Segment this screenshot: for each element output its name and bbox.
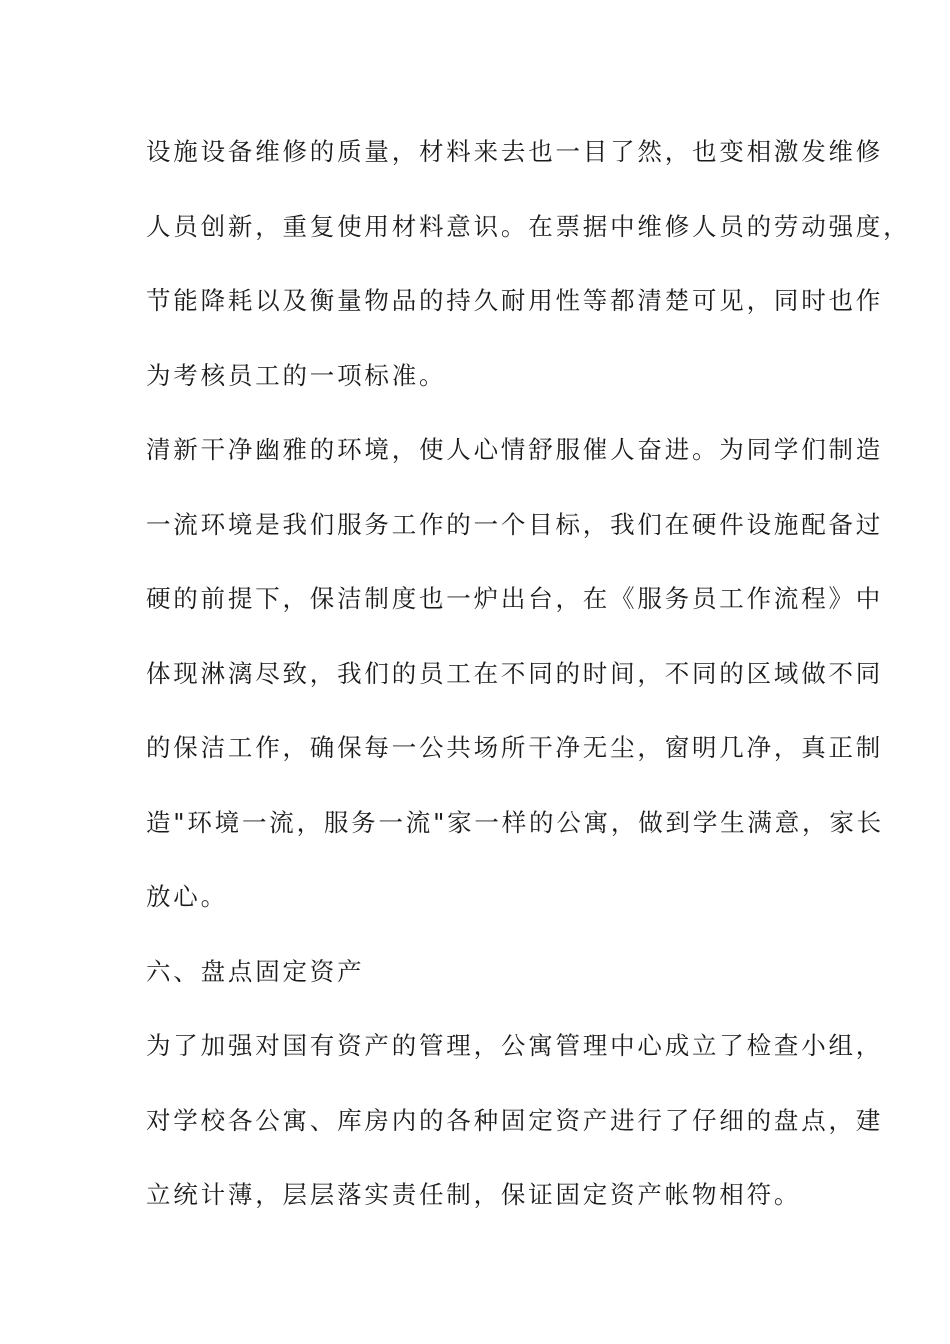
text-line: 对学校各公寓、库房内的各种固定资产进行了仔细的盘点，建 xyxy=(146,1106,884,1135)
text-line: 设施设备维修的质量，材料来去也一目了然，也变相激发维修 xyxy=(146,137,884,166)
text-line: 立统计薄，层层落实责任制，保证固定资产帐物相符。 xyxy=(146,1180,802,1209)
text-line: 硬的前提下，保洁制度也一炉出台，在《服务员工作流程》中 xyxy=(146,584,884,613)
text-line: 节能降耗以及衡量物品的持久耐用性等都清楚可见，同时也作 xyxy=(146,286,884,315)
text-line: 为考核员工的一项标准。 xyxy=(146,361,447,390)
text-line: 的保洁工作，确保每一公共场所干净无尘，窗明几净，真正制 xyxy=(146,733,884,762)
section-heading: 六、盘点固定资产 xyxy=(146,957,365,986)
text-line: 清新干净幽雅的环境，使人心情舒服催人奋进。为同学们制造 xyxy=(146,435,884,464)
text-line: 人员创新，重复使用材料意识。在票据中维修人员的劳动强度， xyxy=(146,212,911,241)
text-line: 体现淋漓尽致，我们的员工在不同的时间，不同的区域做不同 xyxy=(146,659,884,688)
text-line: 造"环境一流，服务一流"家一样的公寓，做到学生满意，家长 xyxy=(146,808,884,837)
text-line: 为了加强对国有资产的管理，公寓管理中心成立了检查小组， xyxy=(146,1031,884,1060)
text-line: 一流环境是我们服务工作的一个目标，我们在硬件设施配备过 xyxy=(146,510,884,539)
text-line: 放心。 xyxy=(146,882,228,911)
